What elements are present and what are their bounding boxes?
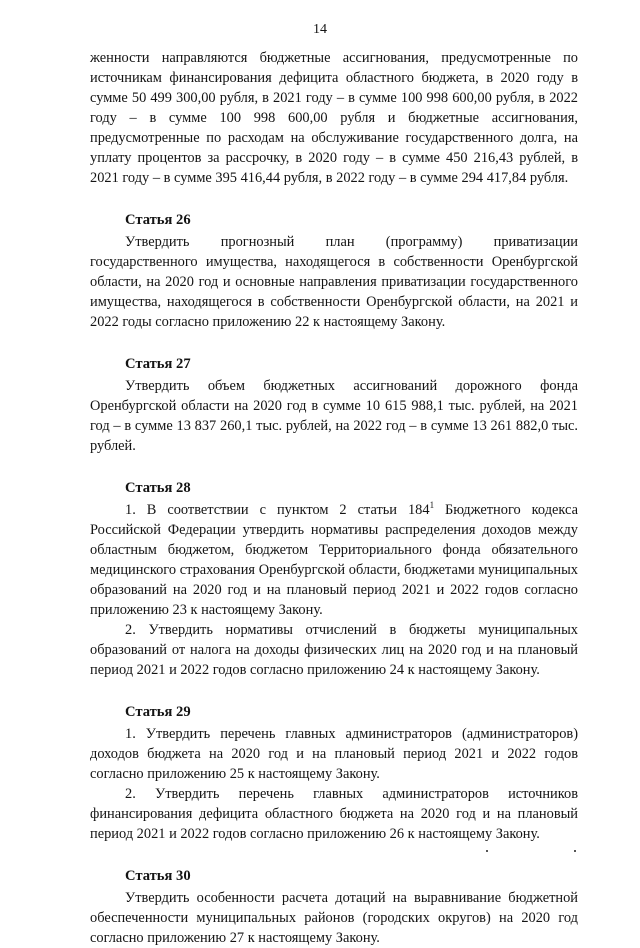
intro-paragraph: женности направляются бюджетные ассигнования, предусмотренные по источникам финансирования дефицита областного бюджета, в 2020 году в сумме 50 499 300,00 рубля, в 2021 году – в сумме 100 998 600,00 рубля, в 2022 году – в сумме 100 998 600,00 рубля и бюджетные ассигнования, предусмотренные по расходам на обслуживание государственного долга, на уплату процентов за рассрочку, в 2020 году – в сумме 450 216,43 рублей, в 2021 году – в сумме 395 416,44 рубля, в 2022 году – в сумме 294 417,84 рубля. [90,50,578,186]
article-paragraph: 2. Утвердить нормативы отчислений в бюджеты муниципальных образований от налога на доходы физических лиц на 2020 год и на плановый период 2021 и 2022 годов согласно приложению 24 к настоящему Закону. [90,622,578,678]
article-title: Статья 27 [125,356,191,372]
article-paragraph: Утвердить объем бюджетных ассигнований дорожного фонда Оренбургской области на 2020 год в сумме 10 615 988,1 тыс. рублей, на 2021 год – в сумме 13 837 260,1 тыс. рублей, на 2022 год – в сумме 13 261 882,0 тыс. рублей. [90,378,578,454]
article-paragraph: 1. Утвердить перечень главных администраторов (администраторов) доходов бюджета на 2020 год и на плановый период 2021 и 2022 годов согласно приложению 25 к настоящему Закону. [90,726,578,782]
article-30 [90,866,578,948]
article-28 [90,478,578,680]
paragraph-text: Бюджетного кодекса Российской Федерации утвердить нормативы распределения доходов между областным бюджетом, бюджетом Территориального фонда обязательного медицинского страхования Оренбургской области, бюджетами муниципальных образований на 2020 год и на плановый период 2021 и 2022 годов согласно приложению 23 к настоящему Закону. [90,502,578,618]
article-title: Статья 29 [125,704,191,720]
scan-speck [574,850,576,852]
article-title: Статья 26 [125,212,191,228]
article-29 [90,702,578,844]
article-paragraph [90,500,578,620]
article-26 [90,210,578,332]
article-paragraph: 2. Утвердить перечень главных администраторов источников финансирования дефицита областного бюджета на 2020 год и на плановый период 2021 и 2022 годов согласно приложению 26 к настоящему Закону. [90,786,578,842]
superscript: 1 [429,500,435,511]
article-title: Статья 30 [125,868,191,884]
article-title: Статья 28 [125,480,191,496]
scan-speck [486,850,488,852]
paragraph-text: 1. В соответствии с пунктом 2 статьи 184 [125,502,430,518]
page-number: 14 [313,22,327,37]
document-body [90,48,578,948]
article-paragraph: Утвердить особенности расчета дотаций на выравнивание бюджетной обеспеченности муниципальных районов (городских округов) на 2020 год согласно приложению 27 к настоящему Закону. [90,890,578,946]
article-27 [90,354,578,456]
article-paragraph: Утвердить прогнозный план (программу) приватизации государственного имущества, находящегося в собственности Оренбургской области, на 2020 год и основные направления приватизации государственного имущества, находящегося в собственности Оренбургской области, на 2021 и 2022 годы согласно приложению 22 к настоящему Закону. [90,234,578,330]
